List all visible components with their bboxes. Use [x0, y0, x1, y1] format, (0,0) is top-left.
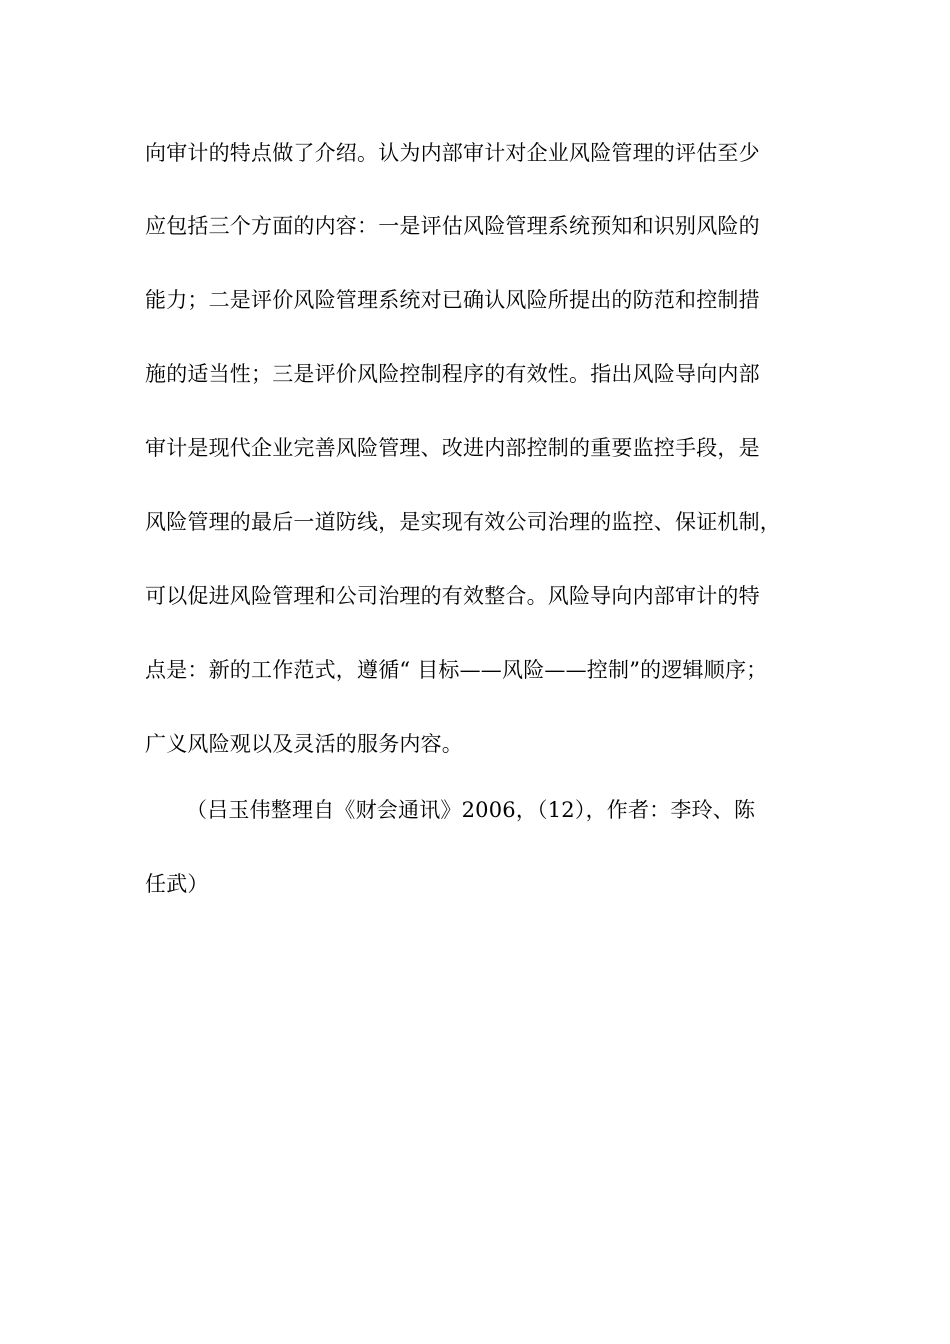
citation-line: （吕玉伟整理自《财会通讯》2006，（12），作者：李玲、陈 [186, 798, 756, 822]
body-text-line: 广义风险观以及灵活的服务内容。 [145, 732, 463, 756]
body-text-line: 向审计的特点做了介绍。认为内部审计对企业风险管理的评估至少 [145, 141, 760, 165]
body-text-line: 应包括三个方面的内容：一是评估风险管理系统预知和识别风险的 [145, 214, 760, 238]
body-text-line: 审计是现代企业完善风险管理、改进内部控制的重要监控手段，是 [145, 436, 760, 460]
body-text-line: 点是：新的工作范式，遵循“ 目标——风险——控制”的逻辑顺序； [145, 658, 768, 682]
citation-line: 任武） [145, 872, 209, 896]
body-text-line: 能力；二是评价风险管理系统对已确认风险所提出的防范和控制措 [145, 288, 760, 312]
body-text-line: 风险管理的最后一道防线，是实现有效公司治理的监控、保证机制， [145, 510, 781, 534]
body-text-line: 可以促进风险管理和公司治理的有效整合。风险导向内部审计的特 [145, 584, 760, 608]
body-text-line: 施的适当性；三是评价风险控制程序的有效性。指出风险导向内部 [145, 362, 760, 386]
